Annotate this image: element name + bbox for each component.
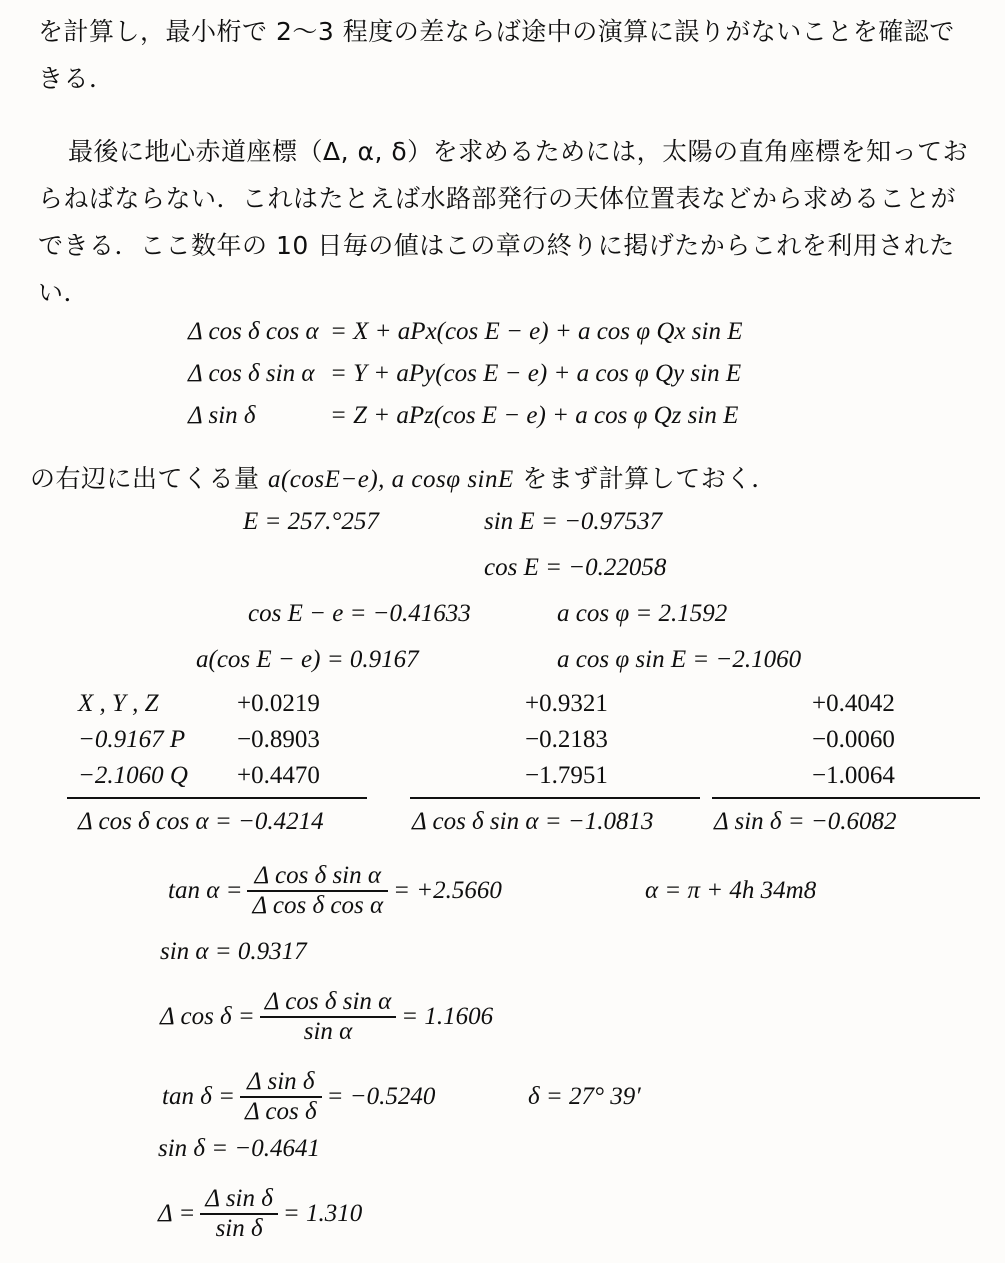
row-col-2: −1.7951 xyxy=(525,762,608,789)
tan-alpha-denominator: Δ cos δ cos α xyxy=(247,890,388,920)
row-col-2: −0.2183 xyxy=(525,726,608,753)
rule-column-1 xyxy=(67,797,367,799)
paragraph-3 xyxy=(30,455,980,503)
derivation-tan-delta xyxy=(162,1068,435,1126)
row-col-3: −1.0064 xyxy=(812,762,895,789)
derivation-Delta xyxy=(158,1185,362,1243)
paragraph-3-math: a(cosE−e), a cosφ sinE xyxy=(267,466,514,493)
Delta-fraction xyxy=(200,1185,278,1243)
row-col-1: +0.0219 xyxy=(237,690,320,717)
value-E: E = 257.°257 xyxy=(243,508,379,535)
row-col-3: +0.4042 xyxy=(812,690,895,717)
equation-3-rhs: = Z + aPz(cos E − e) + a cos φ Qz sin E xyxy=(330,402,739,429)
derivation-sin-alpha: sin α = 0.9317 xyxy=(160,938,307,965)
total-dcosdcosa: Δ cos δ cos α = −0.4214 xyxy=(78,808,324,835)
derivation-tan-alpha xyxy=(168,862,502,920)
dcos-label: Δ cos δ = xyxy=(160,1003,255,1030)
intermediate-values xyxy=(0,508,1005,692)
equation-row-2 xyxy=(188,360,742,402)
derivation-delta-cos-delta xyxy=(160,988,493,1046)
derivation-sin-delta: sin δ = −0.4641 xyxy=(158,1135,321,1162)
value-sinE: sin E = −0.97537 xyxy=(484,508,663,535)
value-a-cosE-minus-e: a(cos E − e) = 0.9167 xyxy=(196,646,419,673)
tan-delta-denominator: Δ cos δ xyxy=(240,1096,322,1126)
dcos-numerator: Δ cos δ sin α xyxy=(264,988,392,1015)
total-dsind: Δ sin δ = −0.6082 xyxy=(714,808,897,835)
value-acosphi-sinE: a cos φ sin E = −2.1060 xyxy=(557,646,802,673)
Delta-label: Δ = xyxy=(158,1200,196,1227)
derivation-alpha-value: α = π + 4h 34m8 xyxy=(645,877,817,904)
table-row xyxy=(0,762,1005,798)
tan-delta-value: = −0.5240 xyxy=(326,1083,436,1110)
tan-delta-label: tan δ = xyxy=(162,1083,235,1110)
tan-alpha-fraction xyxy=(247,862,388,920)
table-rules xyxy=(0,797,1005,800)
table-row xyxy=(0,690,1005,726)
table-totals xyxy=(0,808,1005,848)
value-cosE: cos E = −0.22058 xyxy=(484,554,667,581)
rule-column-3 xyxy=(712,797,980,799)
numeric-table xyxy=(0,690,1005,798)
equation-2-lhs: Δ cos δ sin α xyxy=(188,360,315,387)
tan-alpha-value: = +2.5660 xyxy=(393,877,502,904)
equation-3-lhs: Δ sin δ xyxy=(188,402,256,429)
values-row-4 xyxy=(0,646,1005,692)
value-cosE-minus-e: cos E − e = −0.41633 xyxy=(248,600,471,627)
tan-alpha-numerator: Δ cos δ sin α xyxy=(254,862,381,889)
table-row xyxy=(0,726,1005,762)
tan-alpha-label: tan α = xyxy=(168,877,243,904)
row-label: −2.1060 Q xyxy=(78,762,188,789)
Delta-denominator: sin δ xyxy=(200,1213,278,1243)
paragraph-2-text: 最後に地心赤道座標（Δ, α, δ）を求めるためには，太陽の直角座標を知っておらねばならない．これはたとえば水路部発行の天体位置表などから求めることができる．ここ数年の 10 日毎の値はこの章の終りに掲げたからこれを利用されたい． xyxy=(38,137,969,307)
paragraph-3-suffix: をまず計算しておく． xyxy=(513,464,777,493)
rule-column-2 xyxy=(410,797,700,799)
Delta-numerator: Δ sin δ xyxy=(205,1185,273,1212)
equation-row-1 xyxy=(188,318,742,360)
Delta-value: = 1.310 xyxy=(282,1200,363,1227)
equation-2-rhs: = Y + aPy(cos E − e) + a cos φ Qy sin E xyxy=(330,360,742,387)
equation-row-3 xyxy=(188,402,742,444)
values-row-3 xyxy=(0,600,1005,646)
row-col-3: −0.0060 xyxy=(812,726,895,753)
value-acosphi: a cos φ = 2.1592 xyxy=(557,600,728,627)
values-row-2 xyxy=(0,554,1005,600)
total-dcosdsina: Δ cos δ sin α = −1.0813 xyxy=(412,808,654,835)
tan-delta-fraction xyxy=(240,1068,322,1126)
row-label: −0.9167 P xyxy=(78,726,186,753)
row-col-1: +0.4470 xyxy=(237,762,320,789)
row-col-1: −0.8903 xyxy=(237,726,320,753)
paragraph-3-prefix: の右辺に出てくる量 xyxy=(30,464,268,493)
values-row-1 xyxy=(0,508,1005,554)
paragraph-1: を計算し，最小桁で 2〜3 程度の差ならば途中の演算に誤りがないことを確認できる． xyxy=(38,17,955,93)
tan-delta-numerator: Δ sin δ xyxy=(247,1068,315,1095)
row-col-2: +0.9321 xyxy=(525,690,608,717)
equation-1-rhs: = X + aPx(cos E − e) + a cos φ Qx sin E xyxy=(330,318,743,345)
dcos-fraction xyxy=(260,988,396,1046)
derivation-delta-value: δ = 27° 39′ xyxy=(528,1083,641,1110)
equation-block xyxy=(188,318,742,444)
equation-1-lhs: Δ cos δ cos α xyxy=(188,318,319,345)
dcos-denominator: sin α xyxy=(260,1016,396,1046)
row-label: X , Y , Z xyxy=(78,690,159,717)
paragraph-2 xyxy=(38,128,978,316)
dcos-value: = 1.1606 xyxy=(401,1003,494,1030)
